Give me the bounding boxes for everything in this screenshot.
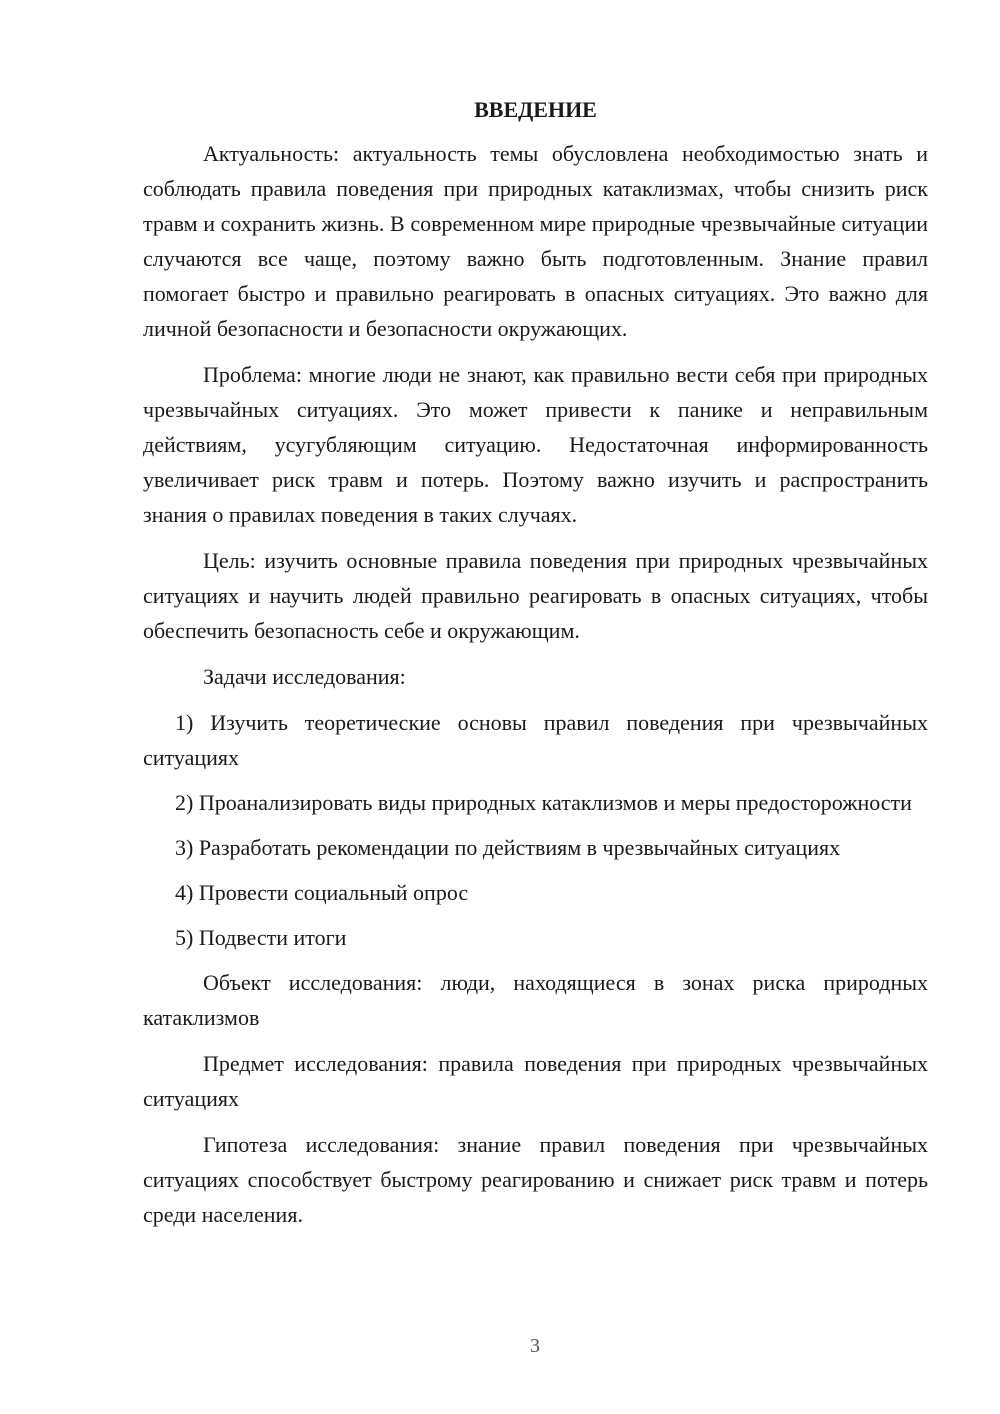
problem-paragraph: Проблема: многие люди не знают, как правильно вести себя при природных чрезвычайных ситуациях. Это может привести к панике и неправильным действиям, усугубляющим ситуацию. Недостаточная информированность увеличивает риск травм и потерь. Поэтому важно изучить и распространить знания о правилах поведения в таких случаях. — [143, 362, 928, 527]
tasks-heading: Задачи исследования: — [203, 664, 406, 689]
task-item-5: 5) Подвести итоги — [175, 925, 347, 950]
goal-paragraph: Цель: изучить основные правила поведения при природных чрезвычайных ситуациях и научить людей правильно реагировать в опасных ситуациях, чтобы обеспечить безопасность себе и окружающим. — [143, 548, 928, 643]
object-paragraph: Объект исследования: люди, находящиеся в зонах риска природных катаклизмов — [143, 970, 928, 1030]
task-item-4: 4) Провести социальный опрос — [175, 880, 469, 905]
hypothesis-paragraph: Гипотеза исследования: знание правил поведения при чрезвычайных ситуациях способствует быстрому реагированию и снижает риск травм и потерь среди населения. — [143, 1132, 928, 1227]
relevance-paragraph: Актуальность: актуальность темы обусловлена необходимостью знать и соблюдать правила поведения при природных катаклизмах, чтобы снизить риск травм и сохранить жизнь. В современном мире природные чрезвычайные ситуации случаются все чаще, поэтому важно быть подготовленным. Знание правил помогает быстро и правильно реагировать в опасных ситуациях. Это важно для личной безопасности и безопасности окружающих. — [143, 141, 928, 341]
task-item-3: 3) Разработать рекомендации по действиям в чрезвычайных ситуациях — [175, 835, 841, 860]
task-item-2: 2) Проанализировать виды природных катаклизмов и меры предосторожности — [175, 790, 912, 815]
subject-paragraph: Предмет исследования: правила поведения при природных чрезвычайных ситуациях — [143, 1051, 928, 1111]
page-title: ВВЕДЕНИЕ — [474, 97, 597, 122]
document-page — [143, 92, 928, 1243]
page-number: 3 — [530, 1335, 540, 1357]
task-item-1: 1) Изучить теоретические основы правил поведения при чрезвычайных ситуациях — [143, 710, 928, 770]
